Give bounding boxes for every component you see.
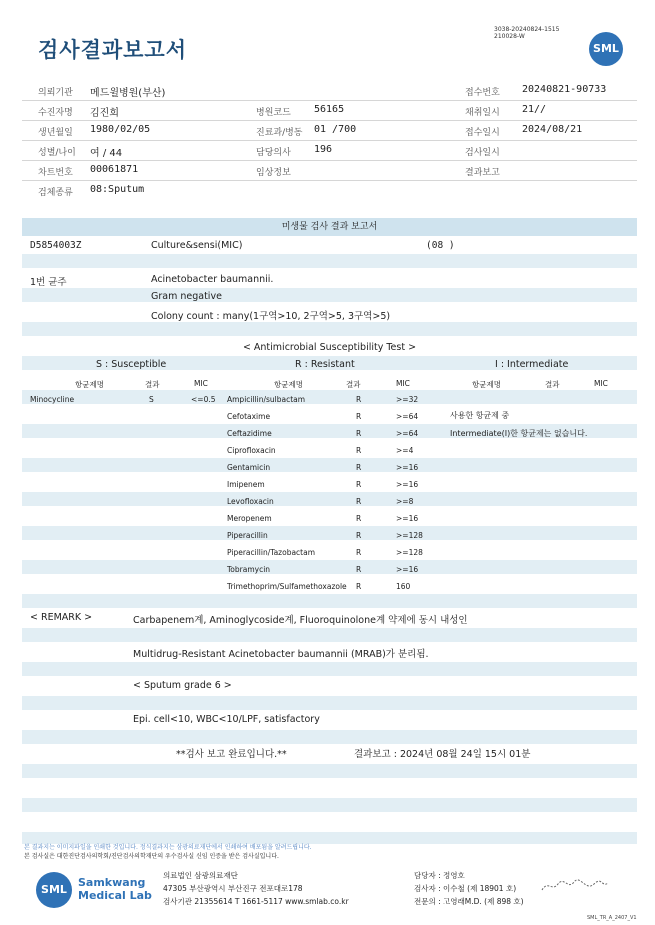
hospital-code-value: 56165 — [314, 104, 345, 115]
brand-line-2: Medical Lab — [78, 889, 152, 902]
organism-name: Acinetobacter baumannii. — [151, 274, 274, 285]
organism-gram: Gram negative — [151, 291, 222, 302]
ast-drug: Ampicillin/sulbactam — [227, 395, 306, 404]
ast-result: R — [356, 395, 362, 404]
footer-sml-logo-icon: SML — [36, 872, 72, 908]
row-band — [22, 696, 637, 710]
ast-result: R — [356, 582, 362, 591]
info-row-1 — [22, 80, 637, 101]
row-band — [22, 322, 637, 336]
institution-label: 의뢰기관 — [38, 88, 73, 98]
ast-result: R — [356, 565, 362, 574]
ast-mic: >=64 — [396, 412, 419, 421]
row-band — [22, 798, 637, 812]
footer-brand — [78, 876, 152, 902]
row-band — [22, 492, 637, 506]
colony-count: Colony count : many(1구역>10, 2구역>5, 3구역>5) — [151, 311, 391, 322]
info-row-3 — [22, 120, 637, 141]
remark-label: < REMARK > — [30, 612, 93, 623]
ast-drug: Piperacillin/Tazobactam — [227, 548, 316, 557]
ast-result: R — [356, 480, 362, 489]
remark-line-2: Multidrug-Resistant Acinetobacter baumannii (MRAB)가 분리됨. — [133, 649, 429, 660]
ast-mic: >=8 — [396, 497, 414, 506]
notice-image-print: 본 결과지는 이미지파일을 인쇄한 것입니다. 정식결과지는 삼광의료재단에서 인쇄하여 배포됨을 알려드립니다. — [24, 844, 312, 851]
ast-drug: Tobramycin — [227, 565, 271, 574]
intermediate-note-1: 사용한 항균제 중 — [450, 411, 510, 420]
chart-no-label: 차트번호 — [38, 168, 73, 178]
name-value: 김진희 — [90, 108, 119, 119]
ast-mic: >=64 — [396, 429, 419, 438]
receipt-no-label: 접수번호 — [465, 88, 500, 98]
ast-result: R — [356, 548, 362, 557]
legend-susceptible: S : Susceptible — [96, 359, 167, 370]
row-band — [22, 390, 637, 404]
col-drug-1: 항균제명 — [75, 380, 104, 389]
test-name: Culture&sensi(MIC) — [151, 240, 243, 251]
remark-line-3: < Sputum grade 6 > — [133, 680, 232, 691]
dept-label: 진료과/병동 — [256, 128, 303, 138]
ast-drug: Meropenem — [227, 514, 272, 523]
row-band — [22, 662, 637, 676]
ast-result: R — [356, 497, 362, 506]
collect-date-label: 채취일시 — [465, 108, 500, 118]
sex-age-value: 여 / 44 — [90, 148, 123, 159]
ast-drug: Piperacillin — [227, 531, 268, 540]
ast-mic: 160 — [396, 582, 411, 591]
ast-result: R — [356, 412, 362, 421]
section-title: 미생물 검사 결과 보고서 — [22, 218, 637, 236]
row-band — [22, 526, 637, 540]
footer-contact: 검사기관 21355614 T 1661-5117 www.smlab.co.kr — [163, 897, 349, 906]
ast-drug: Imipenem — [227, 480, 265, 489]
col-result-3: 결과 — [545, 380, 560, 389]
info-row-4 — [22, 140, 637, 161]
col-result-1: 결과 — [145, 380, 160, 389]
dob-value: 1980/02/05 — [90, 124, 151, 135]
legend-intermediate: I : Intermediate — [495, 359, 569, 370]
document-code-2: 210028-W — [494, 33, 525, 40]
test-date-label: 검사일시 — [465, 148, 500, 158]
specimen-label: 검체종류 — [38, 188, 73, 198]
ast-mic: >=128 — [396, 531, 423, 540]
ast-mic: >=16 — [396, 514, 419, 523]
specimen-value: 08:Sputum — [90, 184, 145, 195]
col-result-2: 결과 — [346, 380, 361, 389]
chart-no-value: 00061871 — [90, 164, 139, 175]
row-band — [22, 730, 637, 744]
ast-mic: >=16 — [396, 480, 419, 489]
col-drug-2: 항균제명 — [274, 380, 303, 389]
row-band — [22, 594, 637, 608]
row-band — [22, 764, 637, 778]
ast-mic: >=32 — [396, 395, 419, 404]
ast-result: R — [356, 429, 362, 438]
info-row-5 — [22, 160, 637, 181]
remark-line-4: Epi. cell<10, WBC<10/LPF, satisfactory — [133, 714, 320, 725]
collect-date-value: 21// — [522, 104, 547, 115]
document-codes — [494, 26, 559, 40]
ast-mic: >=16 — [396, 463, 419, 472]
row-band — [22, 288, 637, 302]
footer-manager: 담당자 : 정영호 — [414, 871, 465, 880]
receipt-no-value: 20240821-90733 — [522, 84, 607, 95]
footer-examiner: 검사자 : 이수철 (제 18901 호) — [414, 884, 517, 893]
report-time: 결과보고 : 2024년 08월 24일 15시 01분 — [354, 749, 531, 760]
completion-text: **검사 보고 완료입니다.** — [176, 749, 287, 760]
signature-icon — [540, 878, 610, 894]
name-label: 수진자명 — [38, 108, 73, 118]
footer-specialist: 전문의 : 고영래M.D. (제 898 호) — [414, 897, 524, 906]
dob-label: 생년월일 — [38, 128, 73, 138]
sex-age-label: 성별/나이 — [38, 148, 76, 158]
receipt-date-label: 접수일시 — [465, 128, 500, 138]
doctor-label: 담당의사 — [256, 148, 291, 158]
brand-line-1: Samkwang — [78, 876, 146, 889]
legend-resistant: R : Resistant — [295, 359, 355, 370]
info-row-6 — [22, 180, 637, 200]
ast-drug: Ciprofloxacin — [227, 446, 276, 455]
footer-address: 47305 부산광역시 부산진구 전포대로178 — [163, 884, 303, 893]
ast-left-drug: Minocycline — [30, 395, 75, 404]
institution-value: 메드윌병원(부산) — [90, 88, 166, 99]
report-label: 결과보고 — [465, 168, 500, 178]
doctor-value: 196 — [314, 144, 333, 155]
ast-result: R — [356, 531, 362, 540]
ast-mic: >=128 — [396, 548, 423, 557]
intermediate-note-2: Intermediate(I)한 항균제는 없습니다. — [450, 429, 588, 438]
footer-org: 의료법인 삼광의료재단 — [163, 871, 238, 880]
notice-accreditation: 본 검사실은 대한진단검사의학회/진단검사의학재단의 우수검사실 신임 인증을 받은 검사실입니다. — [24, 853, 279, 860]
ast-left-mic: <=0.5 — [191, 395, 216, 404]
row-band — [22, 560, 637, 574]
ast-mic: >=16 — [396, 565, 419, 574]
info-row-2 — [22, 100, 637, 121]
test-code: D5854003Z — [30, 240, 82, 251]
row-band — [22, 628, 637, 642]
remark-line-1: Carbapenem계, Aminoglycoside계, Fluoroquinolone계 약제에 동시 내성인 — [133, 615, 468, 626]
document-code-1: 3038-20240824-1515 — [494, 26, 560, 33]
row-band — [22, 458, 637, 472]
ast-mic: >=4 — [396, 446, 414, 455]
ast-drug: Ceftazidime — [227, 429, 272, 438]
form-code: SML_TR_A_2407_V1 — [587, 915, 637, 921]
ast-result: R — [356, 514, 362, 523]
ast-result: R — [356, 463, 362, 472]
ast-drug: Gentamicin — [227, 463, 271, 472]
receipt-date-value: 2024/08/21 — [522, 124, 583, 135]
col-mic-1: MIC — [194, 379, 208, 388]
dept-value: 01 /700 — [314, 124, 357, 135]
ast-drug: Trimethoprim/Sulfamethoxazole — [227, 582, 347, 591]
col-drug-3: 항균제명 — [472, 380, 501, 389]
ast-result: R — [356, 446, 362, 455]
page-title: 검사결과보고서 — [38, 38, 188, 62]
row-band — [22, 254, 637, 268]
ast-drug: Levofloxacin — [227, 497, 274, 506]
ast-drug: Cefotaxime — [227, 412, 271, 421]
organism-label: 1번 균주 — [30, 277, 67, 288]
clinical-label: 임상정보 — [256, 168, 291, 178]
hospital-code-label: 병원코드 — [256, 108, 291, 118]
ast-left-result: S — [149, 395, 154, 404]
col-mic-3: MIC — [594, 379, 608, 388]
ast-title: < Antimicrobial Susceptibility Test > — [242, 342, 417, 353]
col-mic-2: MIC — [396, 379, 410, 388]
test-number: (08 ) — [426, 240, 455, 251]
sml-logo-icon: SML — [589, 32, 623, 66]
